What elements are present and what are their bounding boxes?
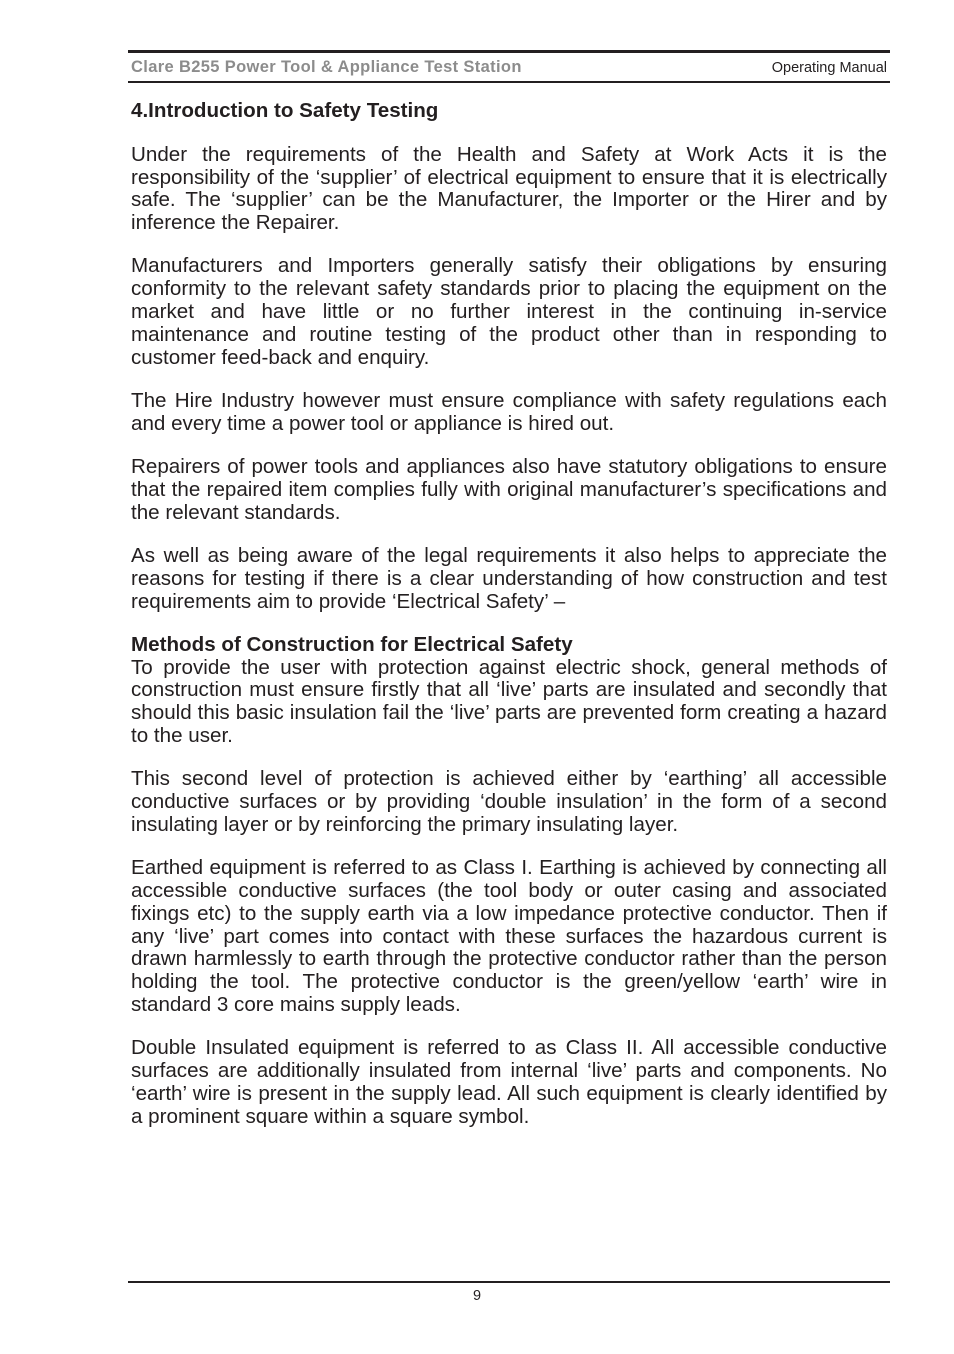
paragraph-hire-industry: The Hire Industry however must ensure compliance with safety regulations each and every time a power tool or appliance is hired out. [131, 388, 887, 435]
paragraph-legal-requirements: As well as being aware of the legal requirements it also helps to appreciate the reasons for testing if there is a clear understanding of how construction and test requirements aim to provide ‘Electrical Safety’ – [131, 543, 887, 613]
subsection-heading: Methods of Construction for Electrical Safety [131, 632, 573, 656]
footer-rule [128, 1281, 890, 1283]
paragraph-repairers: Repairers of power tools and appliances also have statutory obligations to ensure that the repaired item complies fully with original manufacturer’s specifications and the relevant standards. [131, 455, 887, 524]
paragraph-manufacturers-importers: Manufacturers and Importers generally satisfy their obligations by ensuring conformity to the relevant safety standards prior to placing the equipment on the market and have little or no further interest in the continuing in-service maintenance and routine testing of the product other than in responding to customer feed-back and enquiry. [131, 254, 887, 369]
section-heading: 4.Introduction to Safety Testing [131, 99, 439, 122]
paragraph-second-level-protection: This second level of protection is achieved either by ‘earthing’ all accessible conductive surfaces or by providing ‘double insulation’ in the form of a second insulating layer or by reinforcing the primary insulating layer. [131, 767, 887, 836]
document-title: Clare B255 Power Tool & Appliance Test Station [131, 58, 522, 76]
manual-label: Operating Manual [771, 60, 887, 76]
page-header [128, 50, 890, 83]
paragraph-supplier-responsibility: Under the requirements of the Health and Safety at Work Acts it is the responsibility of the ‘supplier’ of electrical equipment to ensure that it is electrically safe. The ‘supplier’ can be the Manufacturer, the Importer or the Hirer and by inference the Repairer. [131, 142, 887, 235]
paragraph-protection-methods: To provide the user with protection against electric shock, general methods of construction must ensure firstly that all ‘live’ parts are insulated and secondly that should this basic insulation fail the ‘live’ parts are prevented form creating a hazard to the user. [131, 655, 887, 748]
paragraph-class-one: Earthed equipment is referred to as Class I. Earthing is achieved by connecting all accessible conductive surfaces (the tool body or outer casing and associated fixings etc) to the supply earth via a low impedance protective conductor. Then if any ‘live’ part comes into contact with these surfaces the hazardous current is drawn harmlessly to earth through the protective conductor rather than the person holding the tool. The protective conductor is the green/yellow ‘earth’ wire in standard 3 core mains supply leads. [131, 856, 887, 1016]
page-number: 9 [472, 1288, 482, 1304]
paragraph-class-two: Double Insulated equipment is referred to as Class II. All accessible conductive surfaces are additionally insulated from internal ‘live’ parts and components. No ‘earth’ wire is present in the supply lead. All such equipment is clearly identified by a prominent square within a square symbol. [131, 1036, 887, 1128]
page-content [131, 100, 887, 1149]
